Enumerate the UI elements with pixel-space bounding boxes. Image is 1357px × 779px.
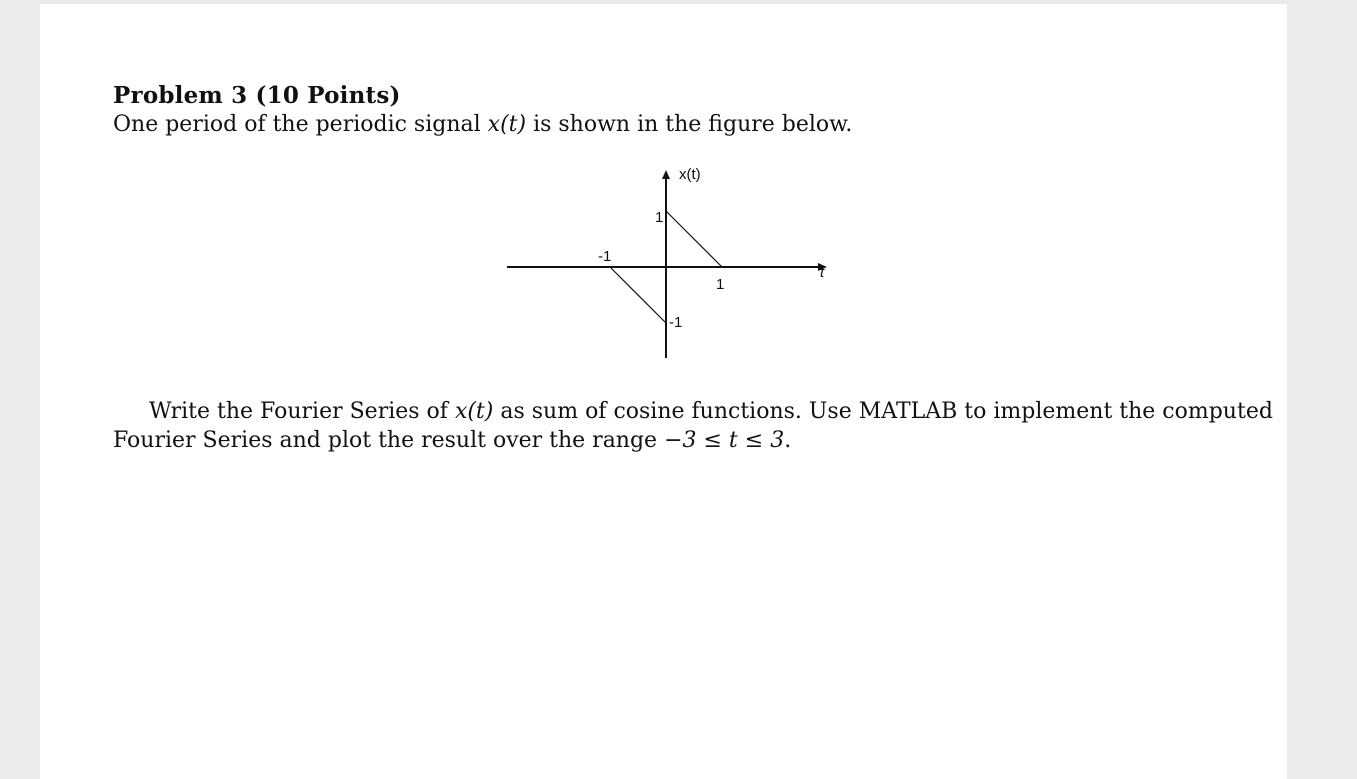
- signal-symbol: x(t): [487, 112, 527, 137]
- task-signal-symbol: x(t): [454, 399, 494, 424]
- y-tick-label-neg-one: -1: [669, 314, 683, 331]
- y-axis-label: x(t): [679, 166, 701, 183]
- x-tick-label-pos-one: 1: [716, 276, 725, 293]
- problem-title: Problem 3 (10 Points): [113, 82, 401, 109]
- signal-plot: [506, 164, 886, 369]
- task-text-before: Write the Fourier Series of: [149, 399, 455, 424]
- task-line-2: [113, 428, 791, 453]
- signal-segment-negative: [610, 267, 666, 323]
- signal-segment-positive: [666, 211, 722, 267]
- y-tick-label-pos-one: 1: [655, 209, 664, 226]
- x-tick-label-neg-one: -1: [598, 248, 612, 265]
- intro-text-after: is shown in the figure below.: [526, 112, 853, 137]
- problem-intro: [113, 112, 852, 137]
- task-line2-end: .: [784, 428, 792, 453]
- intro-text-before: One period of the periodic signal: [113, 112, 488, 137]
- document-page: [40, 4, 1287, 779]
- signal-figure: [506, 164, 886, 373]
- range-expression: −3 ≤ t ≤ 3: [664, 428, 785, 453]
- task-line2-text: Fourier Series and plot the result over the range: [113, 428, 665, 453]
- x-axis-label: t: [820, 264, 825, 281]
- task-text-after: as sum of cosine functions. Use MATLAB to implement the computed: [493, 399, 1273, 424]
- y-axis-arrow-icon: [662, 170, 670, 179]
- task-line-1: [149, 399, 1273, 424]
